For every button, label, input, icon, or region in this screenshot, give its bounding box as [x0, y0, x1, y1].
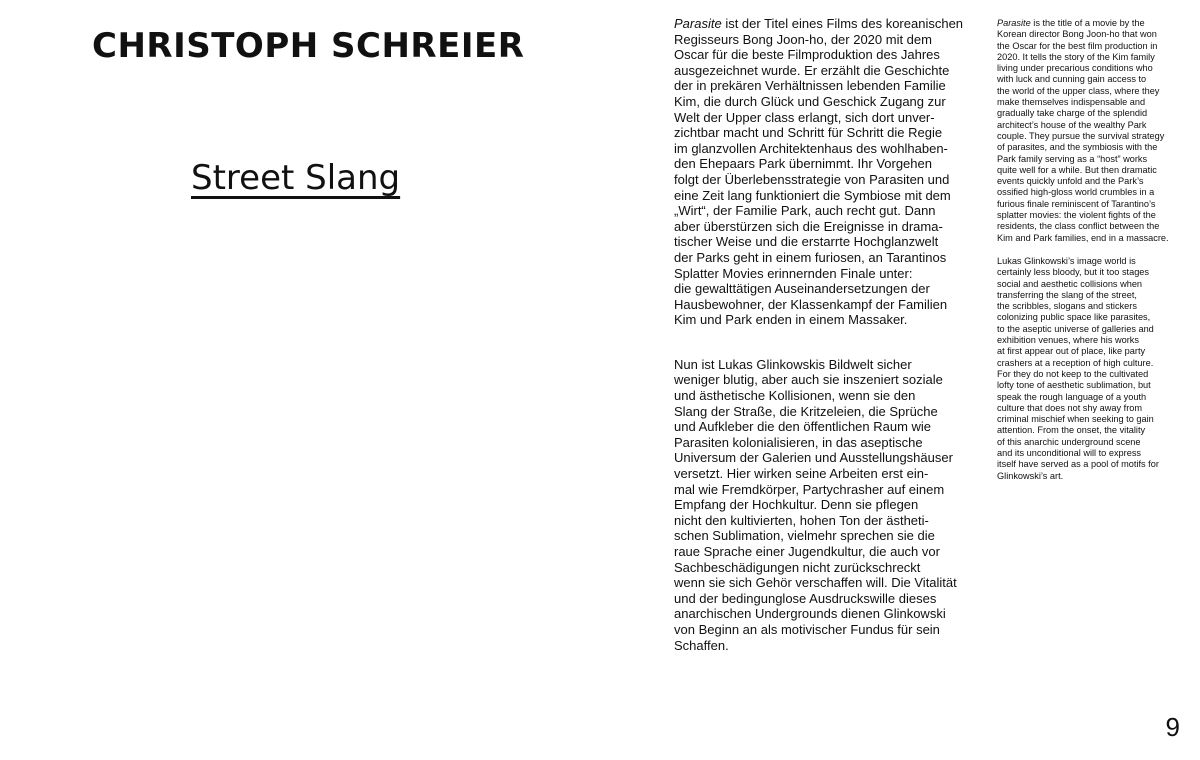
text-line: Kim, die durch Glück und Geschick Zugang zur: [674, 93, 946, 109]
german-paragraph-2: [674, 357, 956, 653]
text-line: den Ehepaars Park übernimmt. Ihr Vorgehen: [674, 156, 932, 172]
text-line: Parasiten kolonialisieren, in das aseptische: [674, 434, 923, 450]
text-line: colonizing public space like parasites,: [997, 312, 1151, 323]
text-line: Hausbewohner, der Klassenkampf der Familien: [674, 296, 948, 312]
text-line: der Parks geht in einem furiosen, an Tarantinos: [674, 249, 947, 265]
text-line: Empfang der Hochkultur. Denn sie pflegen: [674, 497, 919, 513]
text-line: lofty tone of aesthetic sublimation, but: [997, 380, 1151, 391]
text-line: attention. From the onset, the vitality: [997, 425, 1146, 436]
text-line: Sachbeschädigungen nicht zurückschreckt: [674, 559, 921, 575]
text-line: splatter movies: the violent fights of the: [997, 210, 1156, 221]
text-line: crashers at a reception of high culture.: [997, 357, 1154, 368]
text-line: gradually take charge of the splendid: [997, 108, 1148, 119]
text-line: certainly less bloody, but it too stages: [997, 267, 1150, 278]
english-paragraph-1: [997, 18, 1180, 244]
text-line: Schaffen.: [674, 637, 729, 653]
text-line: Park family serving as a “host” works: [997, 153, 1148, 164]
text-line: of parasites, and the symbiosis with the: [997, 142, 1158, 153]
text-line: with luck and cunning gain access to: [997, 74, 1147, 85]
text-line: nicht den kultivierten, hohen Ton der ästheti-: [674, 512, 929, 528]
text-line: „Wirt“, der Familie Park, auch recht gut. Dann: [674, 203, 936, 219]
text-line: itself have served as a pool of motifs for: [997, 459, 1159, 470]
text-line: Welt der Upper class erlangt, sich dort unver-: [674, 109, 935, 125]
text-line: mal wie Fremdkörper, Partychrasher auf einem: [674, 481, 945, 497]
text-line: folgt der Überlebensstrategie von Parasiten und: [674, 171, 950, 187]
text-line: social and aesthetic collisions when: [997, 278, 1143, 289]
text-line: und Aufkleber die den öffentlichen Raum wie: [674, 419, 932, 435]
text-line: the Oscar for the best film production in: [997, 40, 1158, 51]
text-line: transferring the slang of the street,: [997, 289, 1137, 300]
text-line: of this anarchic underground scene: [997, 436, 1141, 447]
text-line: Glinkowski’s art.: [997, 470, 1064, 481]
text-line: aber überstürzen sich die Ereignisse in drama-: [674, 218, 943, 234]
text-line: Oscar für die beste Filmproduktion des Jahres: [674, 47, 940, 63]
text-line: Nun ist Lukas Glinkowskis Bildwelt sicher: [674, 356, 912, 372]
text-line: exhibition venues, where his works: [997, 335, 1139, 346]
text-line: culture that does not shy away from: [997, 402, 1143, 413]
text-segment: ist der Titel eines Films des koreanischen: [721, 16, 964, 31]
text-line: Korean director Bong Joon-ho that won: [997, 29, 1157, 40]
text-line: and its unconditional will to express: [997, 447, 1142, 458]
text-line: Slang der Straße, die Kritzeleien, die Sprüche: [674, 403, 938, 419]
text-line: im glanzvollen Architektenhaus des wohlhaben-: [674, 140, 948, 156]
german-paragraph-1: [674, 16, 964, 328]
text-line: criminal mischief when seeking to gain: [997, 414, 1154, 425]
text-line: von Beginn an als motivischer Fundus für sein: [674, 621, 940, 637]
essay-title: Street Slang: [191, 158, 401, 198]
page-number: 9: [1165, 712, 1180, 742]
text-line: wenn sie sich Gehör verschaffen will. Die Vitalität: [674, 575, 957, 591]
text-line: quite well for a while. But then dramatic: [997, 164, 1157, 175]
text-line: furious finale reminiscent of Tarantino’s: [997, 198, 1156, 209]
text-line: und der bedingunglose Ausdruckswille dieses: [674, 590, 937, 606]
text-line: ausgezeichnet wurde. Er erzählt die Geschichte: [674, 62, 950, 78]
text-line: Regisseurs Bong Joon-ho, der 2020 mit dem: [674, 31, 932, 47]
english-text-column: [997, 18, 1180, 494]
italic-title-text: Parasite: [997, 18, 1031, 28]
text-line: couple. They pursue the survival strategy: [997, 130, 1165, 141]
text-line: zichtbar macht und Schritt für Schritt die Regie: [674, 125, 943, 141]
text-line: architect’s house of the wealthy Park: [997, 119, 1147, 130]
text-line: 2020. It tells the story of the Kim family: [997, 51, 1155, 62]
text-line: For they do not keep to the cultivated: [997, 368, 1149, 379]
italic-title-text: Parasite: [674, 16, 722, 31]
english-paragraph-2: [997, 256, 1180, 482]
text-line: Splatter Movies erinnernden Finale unter:: [674, 265, 913, 281]
text-line: schen Sublimation, vielmehr sprechen sie die: [674, 528, 935, 544]
text-line: the world of the upper class, where they: [997, 85, 1160, 96]
text-line: anarchischen Undergrounds dienen Glinkowski: [674, 606, 946, 622]
text-line: events quickly unfold and the Park’s: [997, 176, 1144, 187]
text-line: Kim and Park families, end in a massacre.: [997, 232, 1169, 243]
text-line: weniger blutig, aber auch sie inszeniert soziale: [674, 372, 943, 388]
text-line: residents, the class conflict between the: [997, 221, 1160, 232]
text-line: Kim und Park enden in einem Massaker.: [674, 312, 908, 328]
text-line: versetzt. Hier wirken seine Arbeiten erst ein-: [674, 466, 929, 482]
text-line: und ästhetische Kollisionen, wenn sie den: [674, 388, 916, 404]
text-line: [674, 16, 964, 32]
text-line: Lukas Glinkowski’s image world is: [997, 255, 1136, 266]
text-line: the scribbles, slogans and stickers: [997, 301, 1137, 312]
german-text-column: [674, 16, 964, 682]
text-line: living under precarious conditions who: [997, 63, 1153, 74]
text-line: at first appear out of place, like party: [997, 346, 1146, 357]
text-line: eine Zeit lang funktioniert die Symbiose mit dem: [674, 187, 951, 203]
text-line: raue Sprache einer Jugendkultur, die auch vor: [674, 544, 940, 559]
text-line: der in prekären Verhältnissen lebenden Familie: [674, 78, 946, 94]
text-line: make themselves indispensable and: [997, 97, 1146, 108]
text-line: die gewalttätigen Auseinandersetzungen der: [674, 281, 930, 297]
text-line: speak the rough language of a youth: [997, 391, 1147, 402]
text-line: ossified high-gloss world crumbles in a: [997, 187, 1155, 198]
text-segment: is the title of a movie by the: [1030, 18, 1145, 28]
text-line: Universum der Galerien und Ausstellungshäuser: [674, 450, 953, 466]
text-line: to the aseptic universe of galleries and: [997, 323, 1154, 334]
author-name: CHRISTOPH SCHREIER: [92, 26, 525, 66]
text-line: tischer Weise und die erstarrte Hochglanzwelt: [674, 234, 939, 250]
text-line: [997, 18, 1180, 29]
